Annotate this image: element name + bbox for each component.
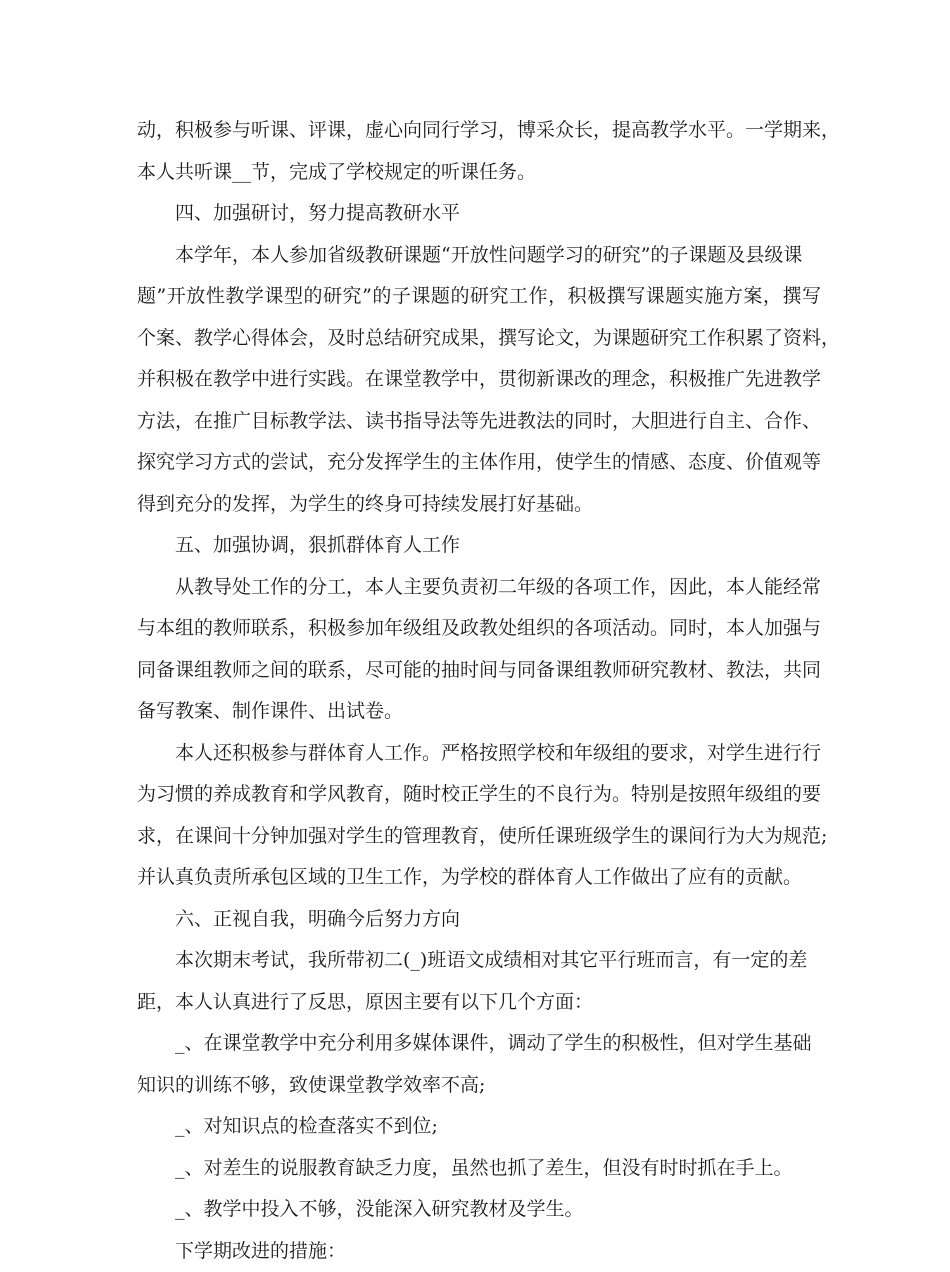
paragraph-line: 本人还积极参与群体育人工作。严格按照学校和年级组的要求，对学生进行行 xyxy=(137,733,837,775)
paragraph-line: 得到充分的发挥，为学生的终身可持续发展打好基础。 xyxy=(137,484,837,526)
paragraph-line: 探究学习方式的尝试，充分发挥学生的主体作用，使学生的情感、态度、价值观等 xyxy=(137,442,821,484)
paragraph-line: 本人共听课__节，完成了学校规定的听课任务。 xyxy=(137,152,837,194)
paragraph-line: 下学期改进的措施： xyxy=(137,1231,837,1272)
list-item: _、在课堂教学中充分利用多媒体课件，调动了学生的积极性，但对学生基础 xyxy=(137,1023,837,1065)
paragraph-line: 本学年，本人参加省级教研课题“开放性问题学习的研究”的子课题及县级课 xyxy=(137,235,837,277)
paragraph-line: 并认真负责所承包区域的卫生工作，为学校的群体育人工作做出了应有的贡献。 xyxy=(137,857,837,899)
section-heading: 五、加强协调，狠抓群体育人工作 xyxy=(137,525,837,567)
paragraph-line: 同备课组教师之间的联系，尽可能的抽时间与同备课组教师研究教材、教法，共同 xyxy=(137,650,821,692)
paragraph-line: 备写教案、制作课件、出试卷。 xyxy=(137,691,837,733)
section-heading: 六、正视自我，明确今后努力方向 xyxy=(137,899,837,941)
paragraph-line: 方法，在推广目标教学法、读书指导法等先进教法的同时，大胆进行自主、合作、 xyxy=(137,401,821,443)
paragraph-line: 题”开放性教学课型的研究”的子课题的研究工作，积极撰写课题实施方案，撰写 xyxy=(137,276,821,318)
paragraph-line: 知识的训练不够，致使课堂教学效率不高; xyxy=(137,1065,837,1107)
paragraph-line: 本次期末考试，我所带初二(_)班语文成绩相对其它平行班而言，有一定的差 xyxy=(137,940,837,982)
paragraph-line: 个案、教学心得体会，及时总结研究成果，撰写论文，为课题研究工作积累了资料， xyxy=(137,318,821,360)
list-item: _、教学中投入不够，没能深入研究教材及学生。 xyxy=(137,1189,837,1231)
paragraph-line: 与本组的教师联系，积极参加年级组及政教处组织的各项活动。同时，本人加强与 xyxy=(137,608,821,650)
paragraph-line: 为习惯的养成教育和学风教育，随时校正学生的不良行为。特别是按照年级组的要 xyxy=(137,774,821,816)
paragraph-line: 并积极在教学中进行实践。在课堂教学中，贯彻新课改的理念，积极推广先进教学 xyxy=(137,359,821,401)
document-body xyxy=(137,110,837,1272)
list-item: _、对差生的说服教育缺乏力度，虽然也抓了差生，但没有时时抓在手上。 xyxy=(137,1148,837,1190)
paragraph-line: 从教导处工作的分工，本人主要负责初二年级的各项工作，因此，本人能经常 xyxy=(137,567,837,609)
paragraph-line: 求，在课间十分钟加强对学生的管理教育，使所任课班级学生的课间行为大为规范; xyxy=(137,816,821,858)
paragraph-line: 距，本人认真进行了反思，原因主要有以下几个方面： xyxy=(137,982,837,1024)
list-item: _、对知识点的检查落实不到位; xyxy=(137,1106,837,1148)
paragraph-line: 动，积极参与听课、评课，虚心向同行学习，博采众长，提高教学水平。一学期来， xyxy=(137,110,821,152)
section-heading: 四、加强研讨，努力提高教研水平 xyxy=(137,193,837,235)
